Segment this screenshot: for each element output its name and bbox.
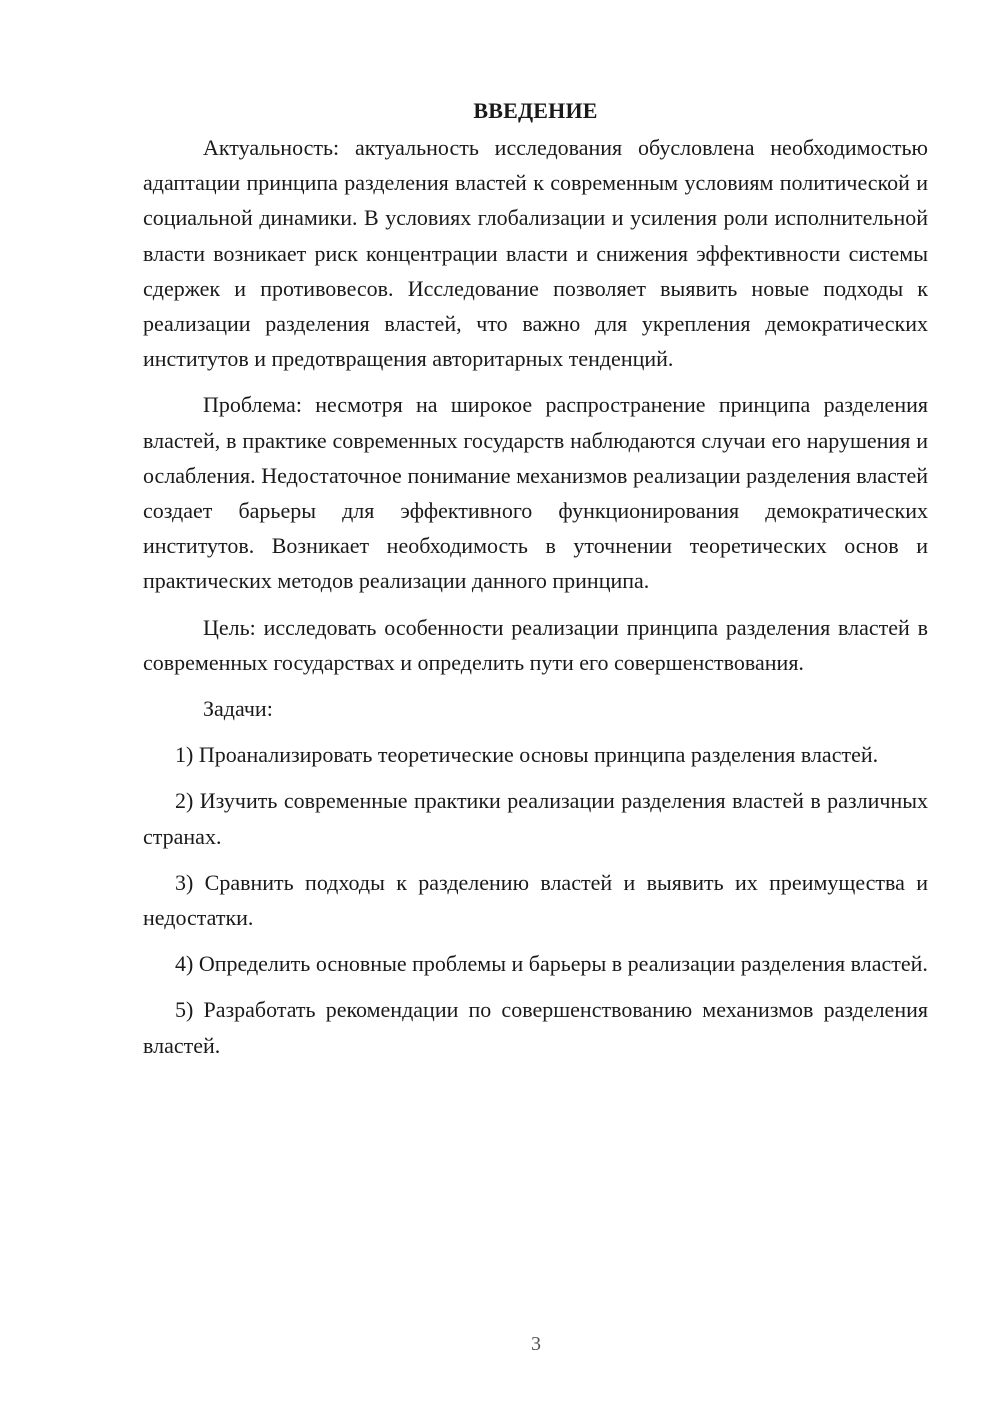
page-title: ВВЕДЕНИЕ — [473, 98, 598, 123]
paragraph-goal: Цель: исследовать особенности реализации принципа разделения властей в современных государствах и определить пути его совершенствования. — [143, 614, 928, 675]
tasks-heading: Задачи: — [203, 696, 273, 722]
task-item: 1) Проанализировать теоретические основы принципа разделения властей. — [175, 742, 879, 768]
task-item: 2) Изучить современные практики реализации разделения властей в различных странах. — [143, 788, 928, 849]
task-item: 5) Разработать рекомендации по совершенствованию механизмов разделения властей. — [143, 997, 928, 1058]
paragraph-problem: Проблема: несмотря на широкое распространение принципа разделения властей, в практике современных государств наблюдаются случаи его нарушения и ослабления. Недостаточное понимание механизмов реализации разделения властей создает барьеры для эффективного функционирования демократических институтов. Возникает необходимость в уточнении теоретических основ и практических методов реализации данного принципа. — [143, 392, 928, 594]
page-content — [143, 93, 928, 1074]
paragraph-relevance: Актуальность: актуальность исследования обусловлена необходимостью адаптации принципа разделения властей к современным условиям политической и социальной динамики. В условиях глобализации и усиления роли исполнительной власти возникает риск концентрации власти и снижения эффективности системы сдержек и противовесов. Исследование позволяет выявить новые подходы к реализации разделения властей, что важно для укрепления демократических институтов и предотвращения авторитарных тенденций. — [143, 135, 928, 372]
task-item: 3) Сравнить подходы к разделению властей и выявить их преимущества и недостатки. — [143, 869, 928, 931]
page-number: 3 — [531, 1333, 541, 1355]
task-item: 4) Определить основные проблемы и барьеры в реализации разделения властей. — [175, 951, 928, 977]
tasks-list — [143, 737, 928, 1063]
